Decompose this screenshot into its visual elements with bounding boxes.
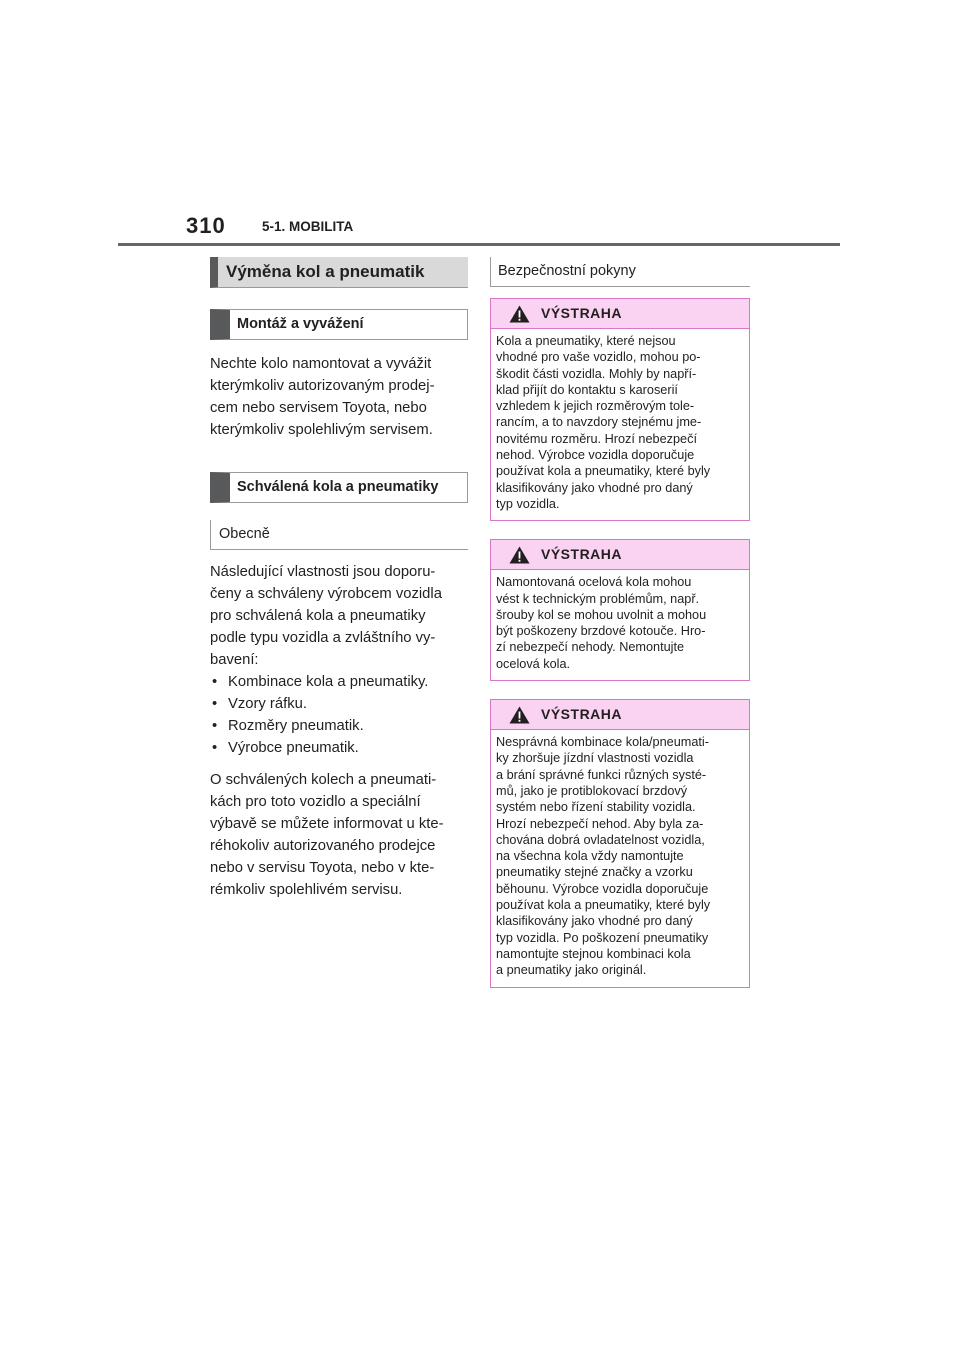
mounting-paragraph bbox=[210, 353, 468, 441]
list-item: • Vzory ráfku. bbox=[210, 693, 468, 715]
warning-triangle-icon bbox=[509, 706, 530, 724]
text-line: cem nebo servisem Toyota, nebo bbox=[210, 400, 427, 416]
warning-box bbox=[490, 539, 750, 681]
subheading-mounting: Montáž a vyvážení bbox=[210, 309, 468, 340]
text-line: kterýmkoliv autorizovaným prodej- bbox=[210, 378, 435, 394]
warning-title: VÝSTRAHA bbox=[541, 706, 623, 723]
warning-header bbox=[491, 299, 749, 329]
main-heading: Výměna kol a pneumatik bbox=[210, 257, 468, 288]
header-rule bbox=[118, 243, 840, 246]
list-item: • Kombinace kola a pneumatiky. bbox=[210, 671, 468, 693]
warning-triangle-icon bbox=[509, 546, 530, 564]
text-line: rémkoliv spolehlivém servisu. bbox=[210, 882, 403, 898]
text-line: pro schválená kola a pneumatiky bbox=[210, 608, 426, 624]
list-item: • Výrobce pneumatik. bbox=[210, 737, 468, 759]
warning-header bbox=[491, 540, 749, 570]
section-title: 5-1. MOBILITA bbox=[262, 219, 354, 234]
warning-title: VÝSTRAHA bbox=[541, 546, 623, 563]
warning-triangle-icon bbox=[509, 305, 530, 323]
approved-paragraph bbox=[210, 561, 468, 671]
warning-box bbox=[490, 699, 750, 987]
list-item: • Rozměry pneumatik. bbox=[210, 715, 468, 737]
text-line: výbavě se můžete informovat u kte- bbox=[210, 816, 444, 832]
page-number: 310 bbox=[186, 213, 226, 238]
bullet-list bbox=[210, 671, 468, 759]
text-line: kách pro toto vozidlo a speciální bbox=[210, 794, 421, 810]
right-column bbox=[490, 257, 750, 988]
text-line: bavení: bbox=[210, 652, 259, 668]
text-line: kterýmkoliv spolehlivým servisem. bbox=[210, 422, 433, 438]
info-paragraph bbox=[210, 769, 468, 901]
warning-header bbox=[491, 700, 749, 730]
warning-text: Namontovaná ocelová kola mohou vést k technickým problémům, např. šrouby kol se mohou uvolnit a mohou být poškozeny brzdové kotouče. Hro- zí nebezpečí nehody. Nemontujte ocelová kola. bbox=[496, 575, 707, 671]
subheading-approved: Schválená kola a pneumatiky bbox=[210, 472, 468, 503]
warning-box bbox=[490, 298, 750, 521]
warning-text: Kola a pneumatiky, které nejsou vhodné pro vaše vozidlo, mohou po- škodit části vozidla. Mohly by napří- klad přijít do kontaktu s karoserií vzhledem k jejich rozměrovým tole- rancím, a to navzdory stejnému jme- novitému rozměru. Hrozí nebezpečí nehod. Výrobce vozidla doporučuje používat kola a pneumatiky, které byly klasifikovány jako vhodné pro daný typ vozidla. bbox=[496, 334, 711, 511]
text-line: O schválených kolech a pneumati- bbox=[210, 772, 437, 788]
text-line: réhokoliv autorizovaného prodejce bbox=[210, 838, 436, 854]
left-column bbox=[210, 257, 468, 901]
text-line: Následující vlastnosti jsou doporu- bbox=[210, 564, 436, 580]
text-line: Nechte kolo namontovat a vyvážit bbox=[210, 356, 432, 372]
warning-title: VÝSTRAHA bbox=[541, 305, 623, 321]
subheading-general: Obecně bbox=[210, 520, 468, 550]
subheading-safety: Bezpečnostní pokyny bbox=[490, 257, 750, 287]
text-line: podle typu vozidla a zvláštního vy- bbox=[210, 630, 436, 646]
warning-text: Nesprávná kombinace kola/pneumati- ky zhoršuje jízdní vlastnosti vozidla a brání správné funkci různých systé- mů, jako je protiblokovací brzdový systém nebo řízení stability vozidla. Hrozí nebezpečí nehod. Aby byla za- chována dobrá ovladatelnost vozidla, na všechna kola vždy namontujte pneumatiky stejné značky a vzorku běhounu. Výrobce vozidla doporučuje používat kola a pneumatiky, které byly klasifikovány jako vhodné pro daný typ vozidla. Po poškození pneumatiky namontujte stejnou kombinaci kola a pneumatiky jako originál. bbox=[496, 735, 711, 978]
text-line: čeny a schváleny výrobcem vozidla bbox=[210, 586, 442, 602]
text-line: nebo v servisu Toyota, nebo v kte- bbox=[210, 860, 435, 876]
